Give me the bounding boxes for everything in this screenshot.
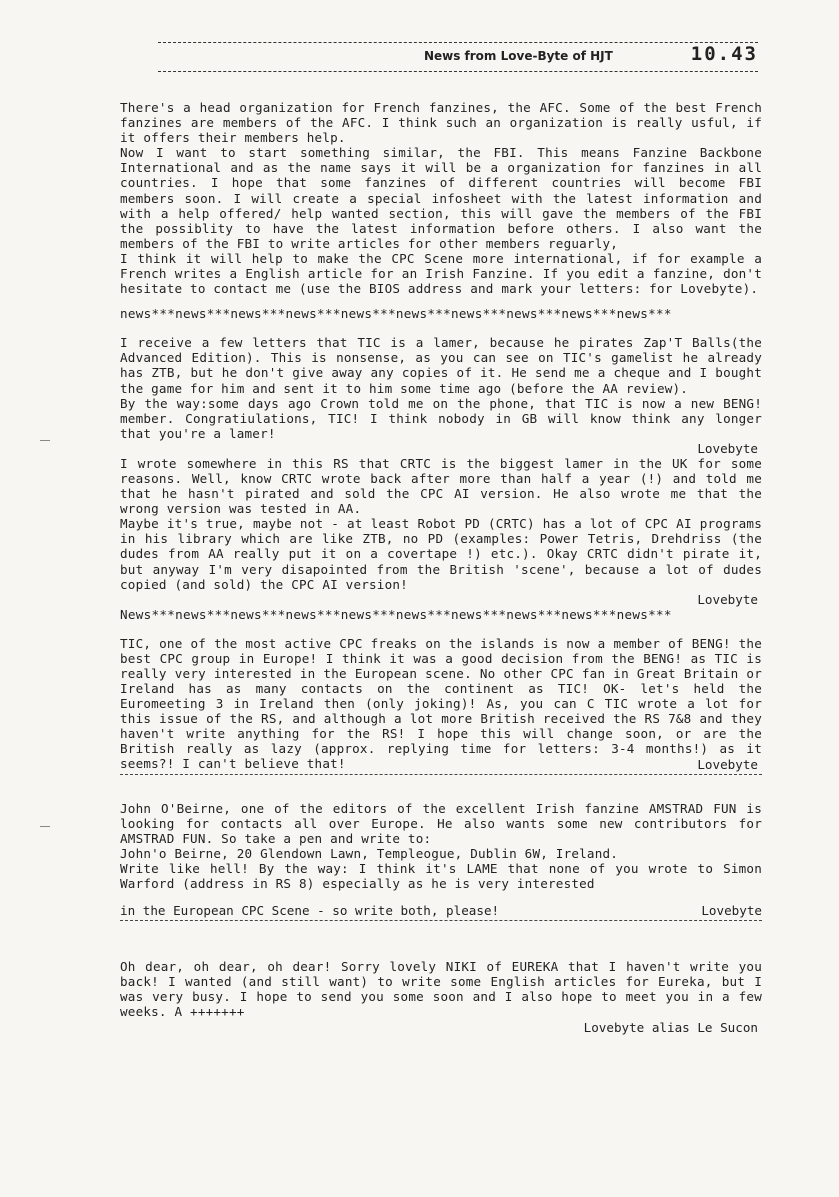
niki-paragraph: Oh dear, oh dear, oh dear! Sorry lovely NIKI of EUREKA that I haven't write you back! I wanted (and still want) to write some English articles for Eureka, but I was very busy. I hope to send you some soon and I also hope to meet you in a few weeks. A +++++++ xyxy=(120,959,762,1020)
closing-line xyxy=(120,903,762,918)
signature: Lovebyte xyxy=(697,591,758,607)
news-separator: news***news***news***news***news***news***news***news***news***news*** xyxy=(120,306,672,322)
header-row xyxy=(158,43,758,71)
signature: Lovebyte xyxy=(697,440,758,456)
signature: Lovebyte alias Le Sucon xyxy=(583,1019,758,1035)
beng-paragraph: TIC, one of the most active CPC freaks on the islands is now a member of BENG! the best CPC group in Europe! I think it was a good decision from the BENG! as TIC is really very interested in the European scene. No other CPC fan in Great Britain or Ireland has as many contacts on the continent as TIC! OK- let's held the Euromeeting 3 in Ireland then (only joking)! As, you can C TIC wrote a lot for this issue of the RS, and although a lot more British received the RS 7&8 and they haven't write anything for the RS! I hope this will change soon, or are the British really as lazy (approx. replying time for letters: 3-4 months!) as it seems?! I can't believe that! xyxy=(120,635,762,772)
page-header xyxy=(158,42,758,72)
header-rule-bottom xyxy=(158,71,758,72)
margin-mark xyxy=(40,440,50,441)
amstrad-fun-paragraph: John O'Beirne, one of the editors of the excellent Irish fanzine AMSTRAD FUN is looking for contacts all over Europe. He also wants some new contributors for AMSTRAD FUN. So take a pen and write to: John'o Beirne, 20 Glendown Lawn, Templeogue, Dublin 6W, Ireland. Write like hell! By the way: I think it's LAME that none of you wrote to Simon Warford (address in RS 8) especially as he is very interested xyxy=(120,800,762,892)
tic-paragraph: I receive a few letters that TIC is a lamer, because he pirates Zap'T Balls(the Advanced Edition). This is nonsense, as you can see on TIC's gamelist he already has ZTB, but he don't give away any copies of it. He send me a cheque and I bought the game for him and sent it to him some time ago (before the AA review). By the way:some days ago Crown told me on the phone, that TIC is now a new BENG! member. Congratiulations, TIC! I think nobody in GB will know think any longer that you're a lamer! xyxy=(120,335,762,441)
news-separator: News***news***news***news***news***news***news***news***news***news*** xyxy=(120,606,672,622)
margin-mark xyxy=(40,826,50,827)
header-title: News from Love-Byte of HJT xyxy=(423,49,613,63)
closing-text: in the European CPC Scene - so write both, please! xyxy=(120,903,500,919)
signature: Lovebyte xyxy=(697,756,758,772)
signature: Lovebyte xyxy=(701,903,762,919)
crtc-paragraph: I wrote somewhere in this RS that CRTC is the biggest lamer in the UK for some reasons. Well, know CRTC wrote back after more than half a year (!) and told me that he hasn't pirated and sold the CPC AI version. He also wrote me that the wrong version was tested in AA. Maybe it's true, maybe not - at least Robot PD (CRTC) has a lot of CPC AI programs in his library which are like ZTB, no PD (examples: Power Tetris, Drehdriss (the dudes from AA really put it on a covertape !) etc.). Okay CRTC didn't pirate it, but anyway I'm very disapointed from the British 'scene', because a lot of dudes copied (and sold) the CPC AI version! xyxy=(120,455,762,592)
page-number: 10.43 xyxy=(690,43,758,65)
fbi-paragraph: There's a head organization for French fanzines, the AFC. Some of the best French fanzines are members of the AFC. I think such an organization is really usful, if it offers their members help. Now I want to start something similar, the FBI. This means Fanzine Backbone International and as the name says it will be a organization for fanzines in all countries. I hope that some fanzines of different countries will become FBI members soon. I will create a special infosheet with the latest information and with a help offered/ help wanted section, this will gave the members of the FBI the possiblity to have the latest information before others. I also want the members of the FBI to write articles for other members reguarly, I think it will help to make the CPC Scene more international, if for example a French writes a English article for an Irish Fanzine. If you edit a fanzine, don't hesitate to contact me (use the BIOS address and mark your letters: for Lovebyte). xyxy=(120,100,762,297)
article-body xyxy=(120,100,762,1035)
